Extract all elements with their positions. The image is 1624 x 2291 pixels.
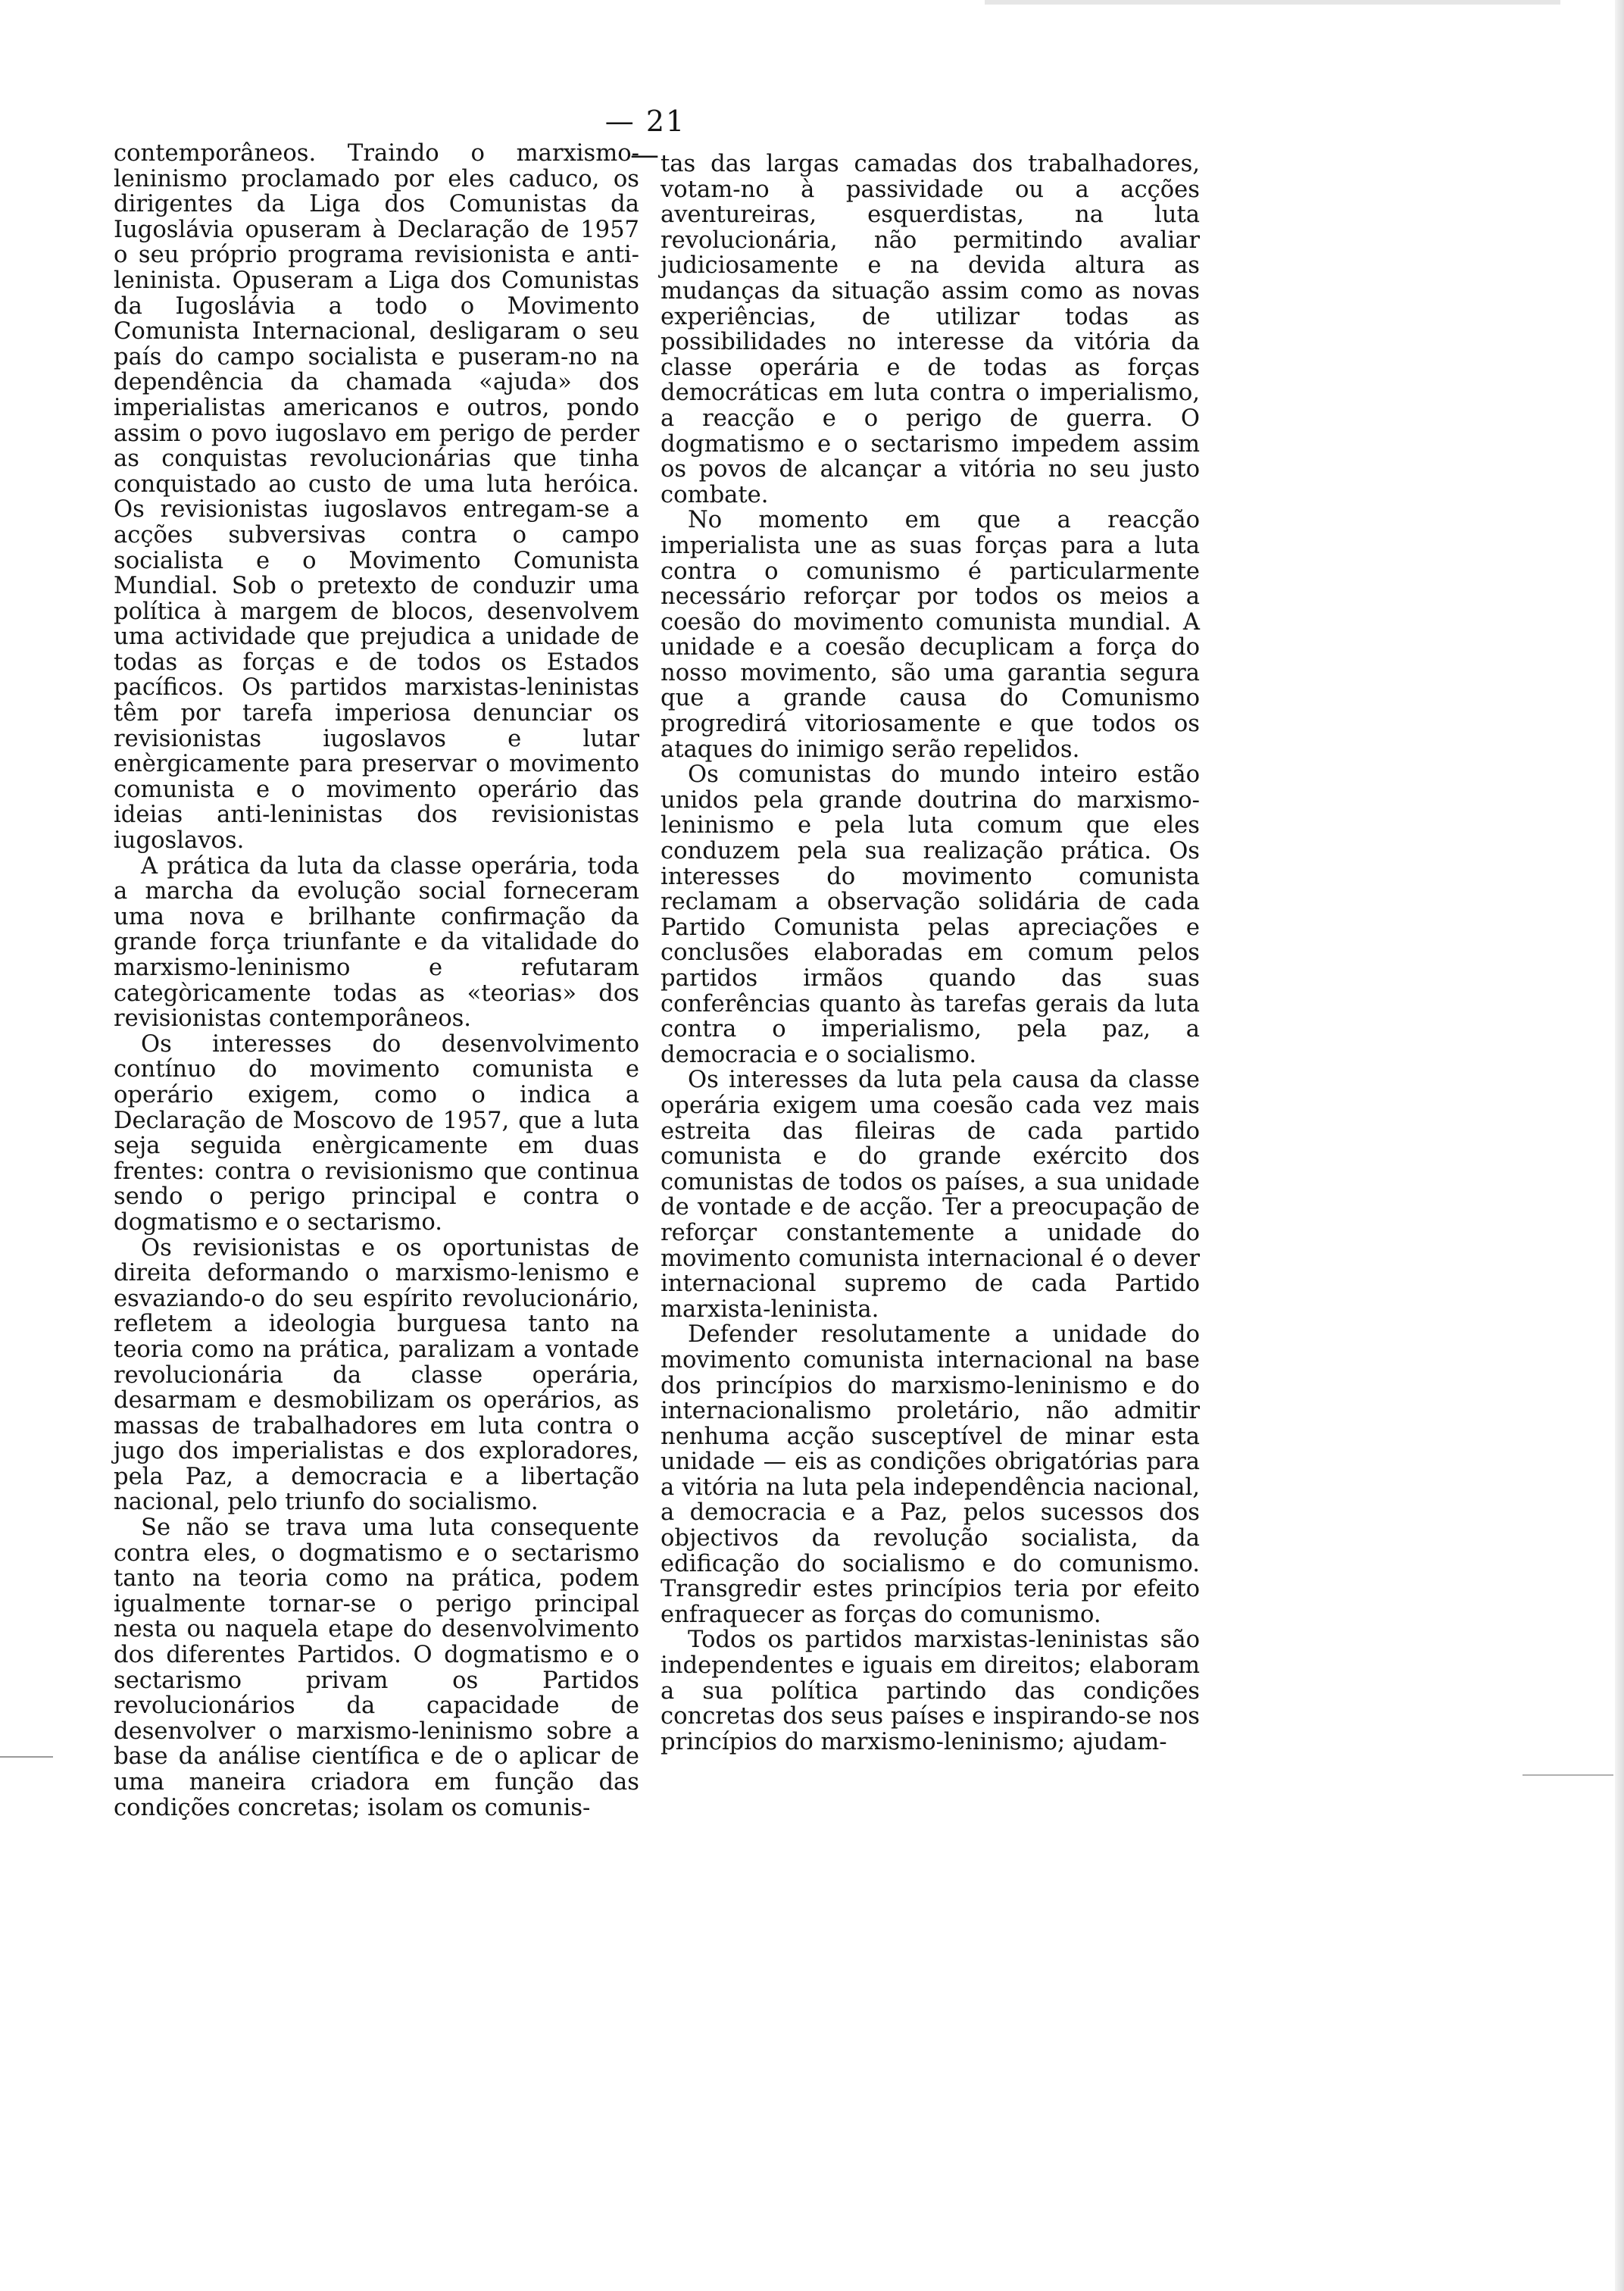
- scan-margin-mark-right: [1522, 1774, 1613, 1776]
- left-text-column: [114, 140, 639, 1821]
- right-paragraph-3: Os comunistas do mundo inteiro estão unidos pela grande doutrina do marxismo-leninismo e pela luta comum que eles conduzem pela sua realização prática. Os interesses do movimento comunista reclamam a observação solidária de cada Partido Comunista pelas apreciações e conclusões elaboradas em comum pelos partidos irmãos quando das suas conferências quanto às tarefas gerais da luta contra o imperialismo, pela paz, a democracia e o socialismo.: [661, 761, 1200, 1068]
- right-paragraph-5: Defender resolutamente a unidade do movimento comunista internacional na base dos princípios do marxismo-leninismo e do internacionalismo proletário, não admitir nenhuma acção susceptível de minar esta unidade — eis as condições obrigatórias para a vitória na luta pela independência nacional, a democracia e a Paz, pelos sucessos dos objectivos da revolução socialista, da edificação do socialismo e do comunismo. Transgredir estes princípios teria por efeito enfraquecer as forças do comunismo.: [661, 1321, 1200, 1628]
- scan-edge-top: [985, 0, 1560, 5]
- right-paragraph-6: Todos os partidos marxistas-leninistas são independentes e iguais em direitos; elaboram a sua política partindo das condições concretas dos seus países e inspirando-se nos princípios do marxismo-leninismo; ajudam-: [661, 1627, 1200, 1755]
- left-paragraph-4: Os revisionistas e os oportunistas de direita deformando o marxismo-lenismo e esvaziando-o do seu espírito revolucionário, refletem a ideologia burguesa tanto na teoria como na prática, paralizam a vontade revolucionária da classe operária, desarmam e desmobilizam os operários, as massas de trabalhadores em luta contra o jugo dos imperialistas e dos exploradores, pela Paz, a democracia e a libertação nacional, pelo triunfo do socialismo.: [114, 1234, 639, 1516]
- right-paragraph-1: tas das largas camadas dos trabalhadores, votam-no à passividade ou a acções aventureiras, esquerdistas, na luta revolucionária, não permitindo avaliar judiciosamente e na devida altura as mudanças da situação assim como as novas experiências, de utilizar todas as possibilidades no interesse da vitória da classe operária e de todas as forças democráticas em luta contra o imperialismo, a reacção e o perigo de guerra. O dogmatismo e o sectarismo impedem assim os povos de alcançar a vitória no seu justo combate.: [661, 151, 1200, 508]
- left-paragraph-2: A prática da luta da classe operária, toda a marcha da evolução social forneceram uma nova e brilhante confirmação da grande força triunfante e da vitalidade do marxismo-leninismo e refutaram categòricamente todas as «teorias» dos revisionistas contemporâneos.: [114, 852, 639, 1033]
- left-paragraph-5: Se não se trava uma luta consequente contra eles, o dogmatismo e o sectarismo tanto na teoria como na prática, podem igualmente tornar-se o perigo principal nesta ou naquela etape do desenvolvimento dos diferentes Partidos. O dogmatismo e o sectarismo privam os Partidos revolucionários da capacidade de desenvolver o marxismo-leninismo sobre a base da análise científica e de o aplicar de uma maneira criadora em função das condições concretas; isolam os comunis-: [114, 1514, 639, 1821]
- right-paragraph-4: Os interesses da luta pela causa da classe operária exigem uma coesão cada vez mais estreita das fileiras de cada partido comunista e do grande exército dos comunistas de todos os países, a sua unidade de vontade e de acção. Ter a preocupação de reforçar constantemente a unidade do movimento comunista internacional é o dever internacional supremo de cada Partido marxista-leninista.: [661, 1067, 1200, 1323]
- scan-edge-right: [1615, 0, 1624, 2291]
- left-paragraph-3: Os interesses do desenvolvimento contínuo do movimento comunista e operário exigem, como o indica a Declaração de Moscovo de 1957, que a luta seja seguida enèrgicamente em duas frentes: contra o revisionismo que continua sendo o perigo principal e contra o dogmatismo e o sectarismo.: [114, 1030, 639, 1236]
- left-paragraph-1: contemporâneos. Traindo o marxismo-leninismo proclamado por eles caduco, os dirigentes da Liga dos Comunistas da Iugoslávia opuseram à Declaração de 1957 o seu próprio programa revisionista e anti-leninista. Opuseram a Liga dos Comunistas da Iugoslávia a todo o Movimento Comunista Internacional, desligaram o seu país do campo socialista e puseram-no na dependência da chamada «ajuda» dos imperialistas americanos e outros, pondo assim o povo iugoslavo em perigo de perder as conquistas revolucionárias que tinha conquistado ao custo de uma luta heróica. Os revisionistas iugoslavos entregam-se a acções subversivas contra o campo socialista e o Movimento Comunista Mundial. Sob o pretexto de conduzir uma política à margem de blocos, desenvolvem uma actividade que prejudica a unidade de todas as forças e de todos os Estados pacíficos. Os partidos marxistas-leninistas têm por tarefa imperiosa denunciar os revisionistas iugoslavos e lutar enèrgicamente para preservar o movimento comunista e o movimento operário das ideias anti-leninistas dos revisionistas iugoslavos.: [114, 140, 639, 855]
- right-paragraph-2: No momento em que a reacção imperialista une as suas forças para a luta contra o comunismo é particularmente necessário reforçar por todos os meios a coesão do movimento comunista mundial. A unidade e a coesão decuplicam a força do nosso movimento, são uma garantia segura que a grande causa do Comunismo progredirá vitoriosamente e que todos os ataques do inimigo serão repelidos.: [661, 507, 1200, 763]
- page-number: — 21 —: [604, 105, 686, 171]
- scan-margin-mark: [0, 1756, 53, 1758]
- right-text-column: [661, 152, 1200, 1773]
